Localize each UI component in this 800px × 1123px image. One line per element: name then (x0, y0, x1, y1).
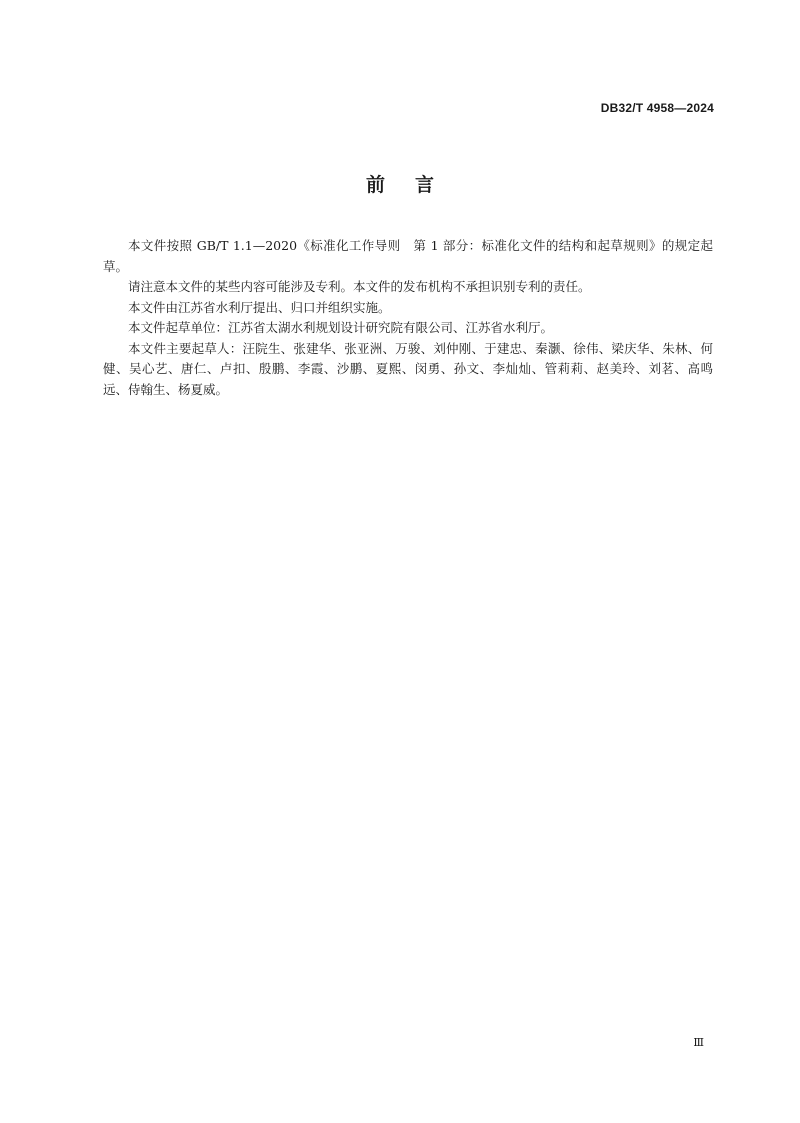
standard-code: DB32/T 4958—2024 (600, 101, 714, 115)
foreword-body (103, 236, 713, 400)
paragraph-drafting-organizations: 本文件起草单位：江苏省太湖水利规划设计研究院有限公司、江苏省水利厅。 (128, 320, 554, 335)
paragraph-proposing-organization: 本文件由江苏省水利厅提出、归口并组织实施。 (128, 299, 391, 315)
page-title: 前言 (365, 174, 464, 196)
paragraph-drafting-rules: 本文件按照 GB/T 1.1—2020《标准化工作导则 第 1 部分：标准化文件的结构和起草规则》的规定起草。 (103, 238, 713, 274)
paragraph-main-drafters: 本文件主要起草人：汪院生、张建华、张亚洲、万骏、刘仲刚、于建忠、秦灏、徐伟、梁庆华、朱林、何健、吴心艺、唐仁、卢扣、殷鹏、李霞、沙鹏、夏熙、闵勇、孙文、李灿灿、管莉莉、赵美玲、刘茗、高鸣远、侍翰生、杨夏威。 (103, 340, 713, 397)
page-number: Ⅲ (693, 1036, 704, 1049)
paragraph-patent-notice: 请注意本文件的某些内容可能涉及专利。本文件的发布机构不承担识别专利的责任。 (128, 279, 591, 294)
